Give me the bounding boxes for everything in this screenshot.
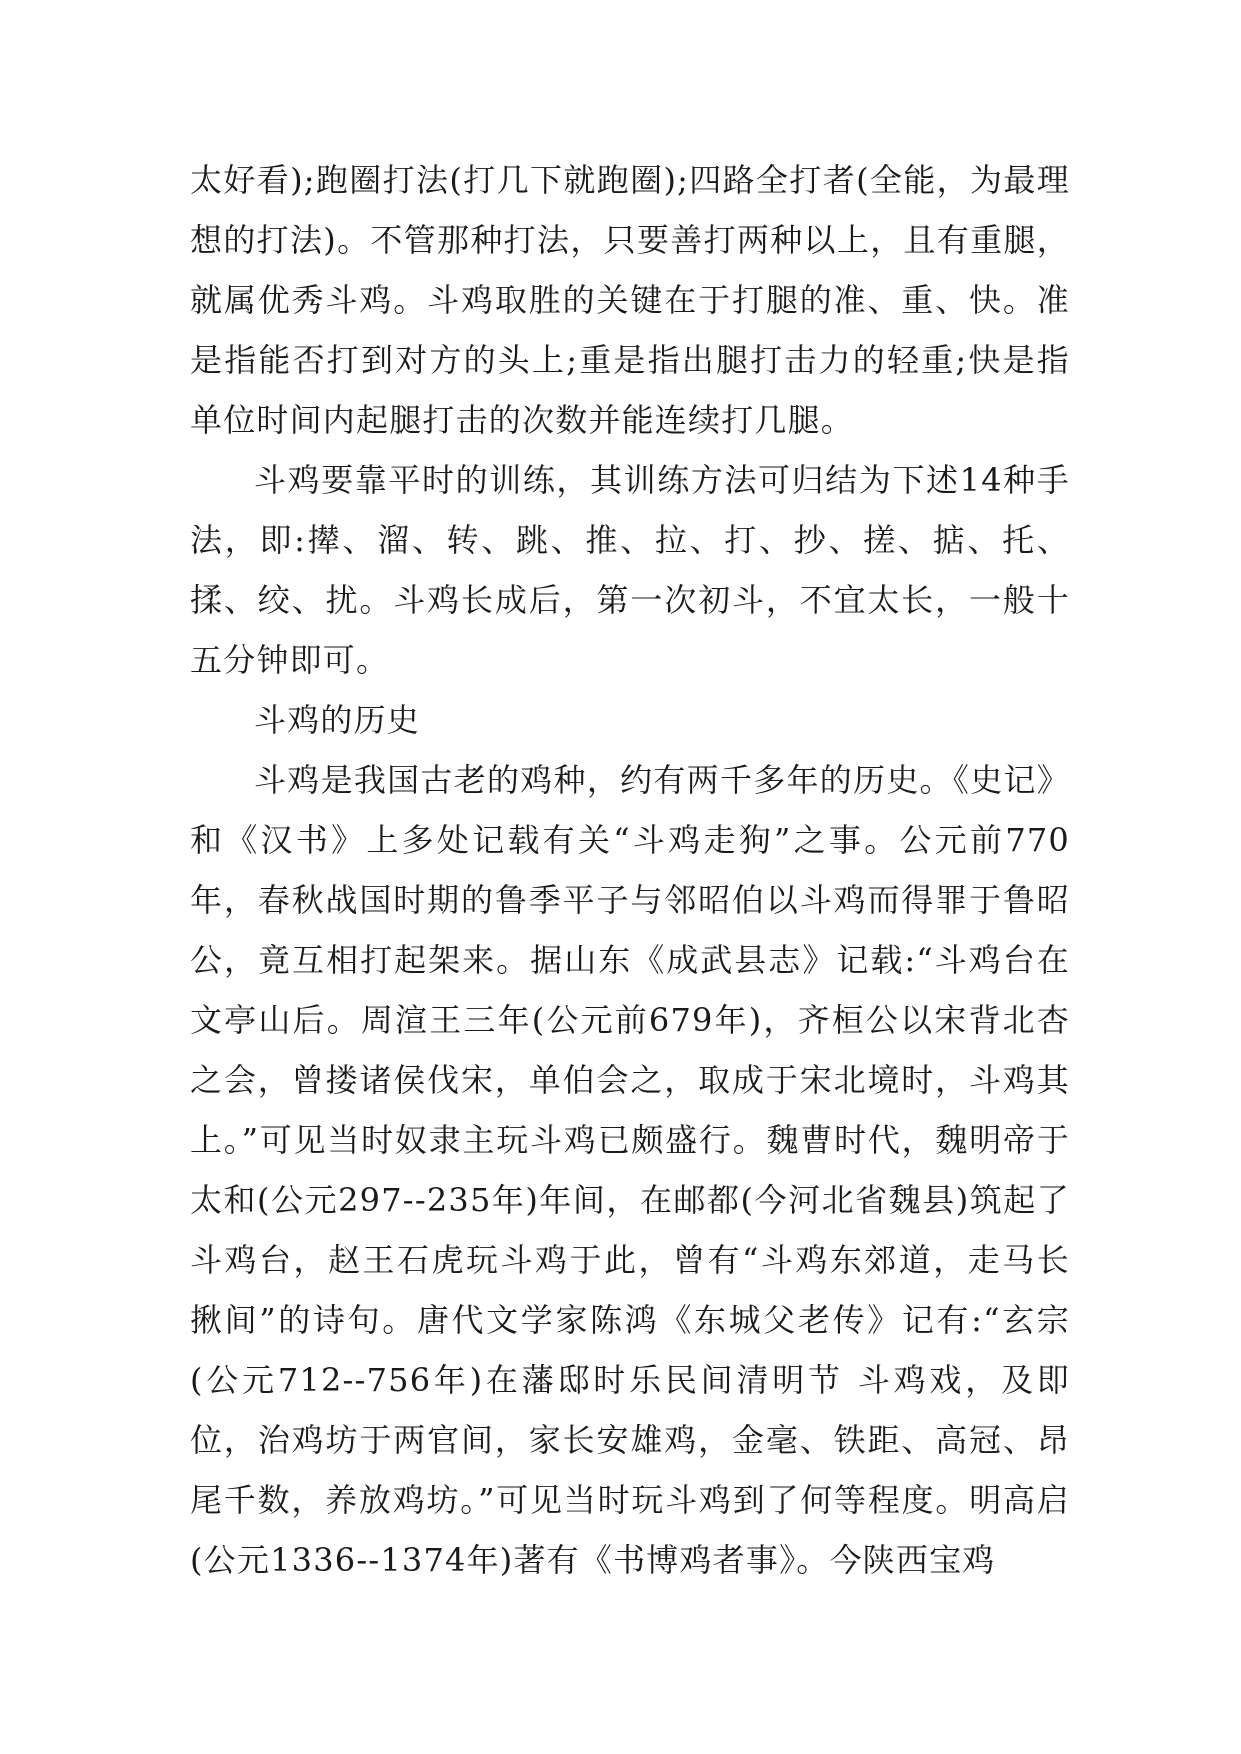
paragraph-history: 斗鸡是我国古老的鸡种，约有两千多年的历史。《史记》和《汉书》上多处记载有关“斗鸡走狗”之事。公元前770年，春秋战国时期的鲁季平子与邻昭伯以斗鸡而得罪于鲁昭公，竟互相打起架来。据山东《成武县志》记载:“斗鸡台在文亭山后。周渲王三年(公元前679年)，齐桓公以宋背北杏之会，曾搂诸侯伐宋，单伯会之，取成于宋北境时，斗鸡其上。”可见当时奴隶主玩斗鸡已颇盛行。魏曹时代，魏明帝于太和(公元297--235年)年间，在邮都(今河北省魏县)筑起了斗鸡台，赵王石虎玩斗鸡于此，曾有“斗鸡东郊道，走马长揪间”的诗句。唐代文学家陈鸿《东城父老传》记有:“玄宗(公元712--756年)在藩邸时乐民间清明节 斗鸡戏，及即位，治鸡坊于两官间，家长安雄鸡，金毫、铁距、高冠、昂尾千数，养放鸡坊。”可见当时玩斗鸡到了何等程度。明高启(公元1336--1374年)著有《书博鸡者事》。今陕西宝鸡 — [190, 761, 1070, 1579]
paragraph-fighting-styles: 太好看);跑圈打法(打几下就跑圈);四路全打者(全能，为最理想的打法)。不管那种打法，只要善打两种以上，且有重腿，就属优秀斗鸡。斗鸡取胜的关键在于打腿的准、重、快。准是指能否打到对方的头上;重是指出腿打击力的轻重;快是指单位时间内起腿打击的次数并能连续打几腿。 — [190, 161, 1070, 439]
document-body — [190, 150, 1070, 1590]
section-heading-history: 斗鸡的历史 — [254, 701, 421, 739]
paragraph-training-methods: 斗鸡要靠平时的训练，其训练方法可归结为下述14种手法，即:撵、溜、转、跳、推、拉、打、抄、搓、掂、托、揉、绞、扰。斗鸡长成后，第一次初斗，不宜太长，一般十五分钟即可。 — [190, 461, 1070, 679]
